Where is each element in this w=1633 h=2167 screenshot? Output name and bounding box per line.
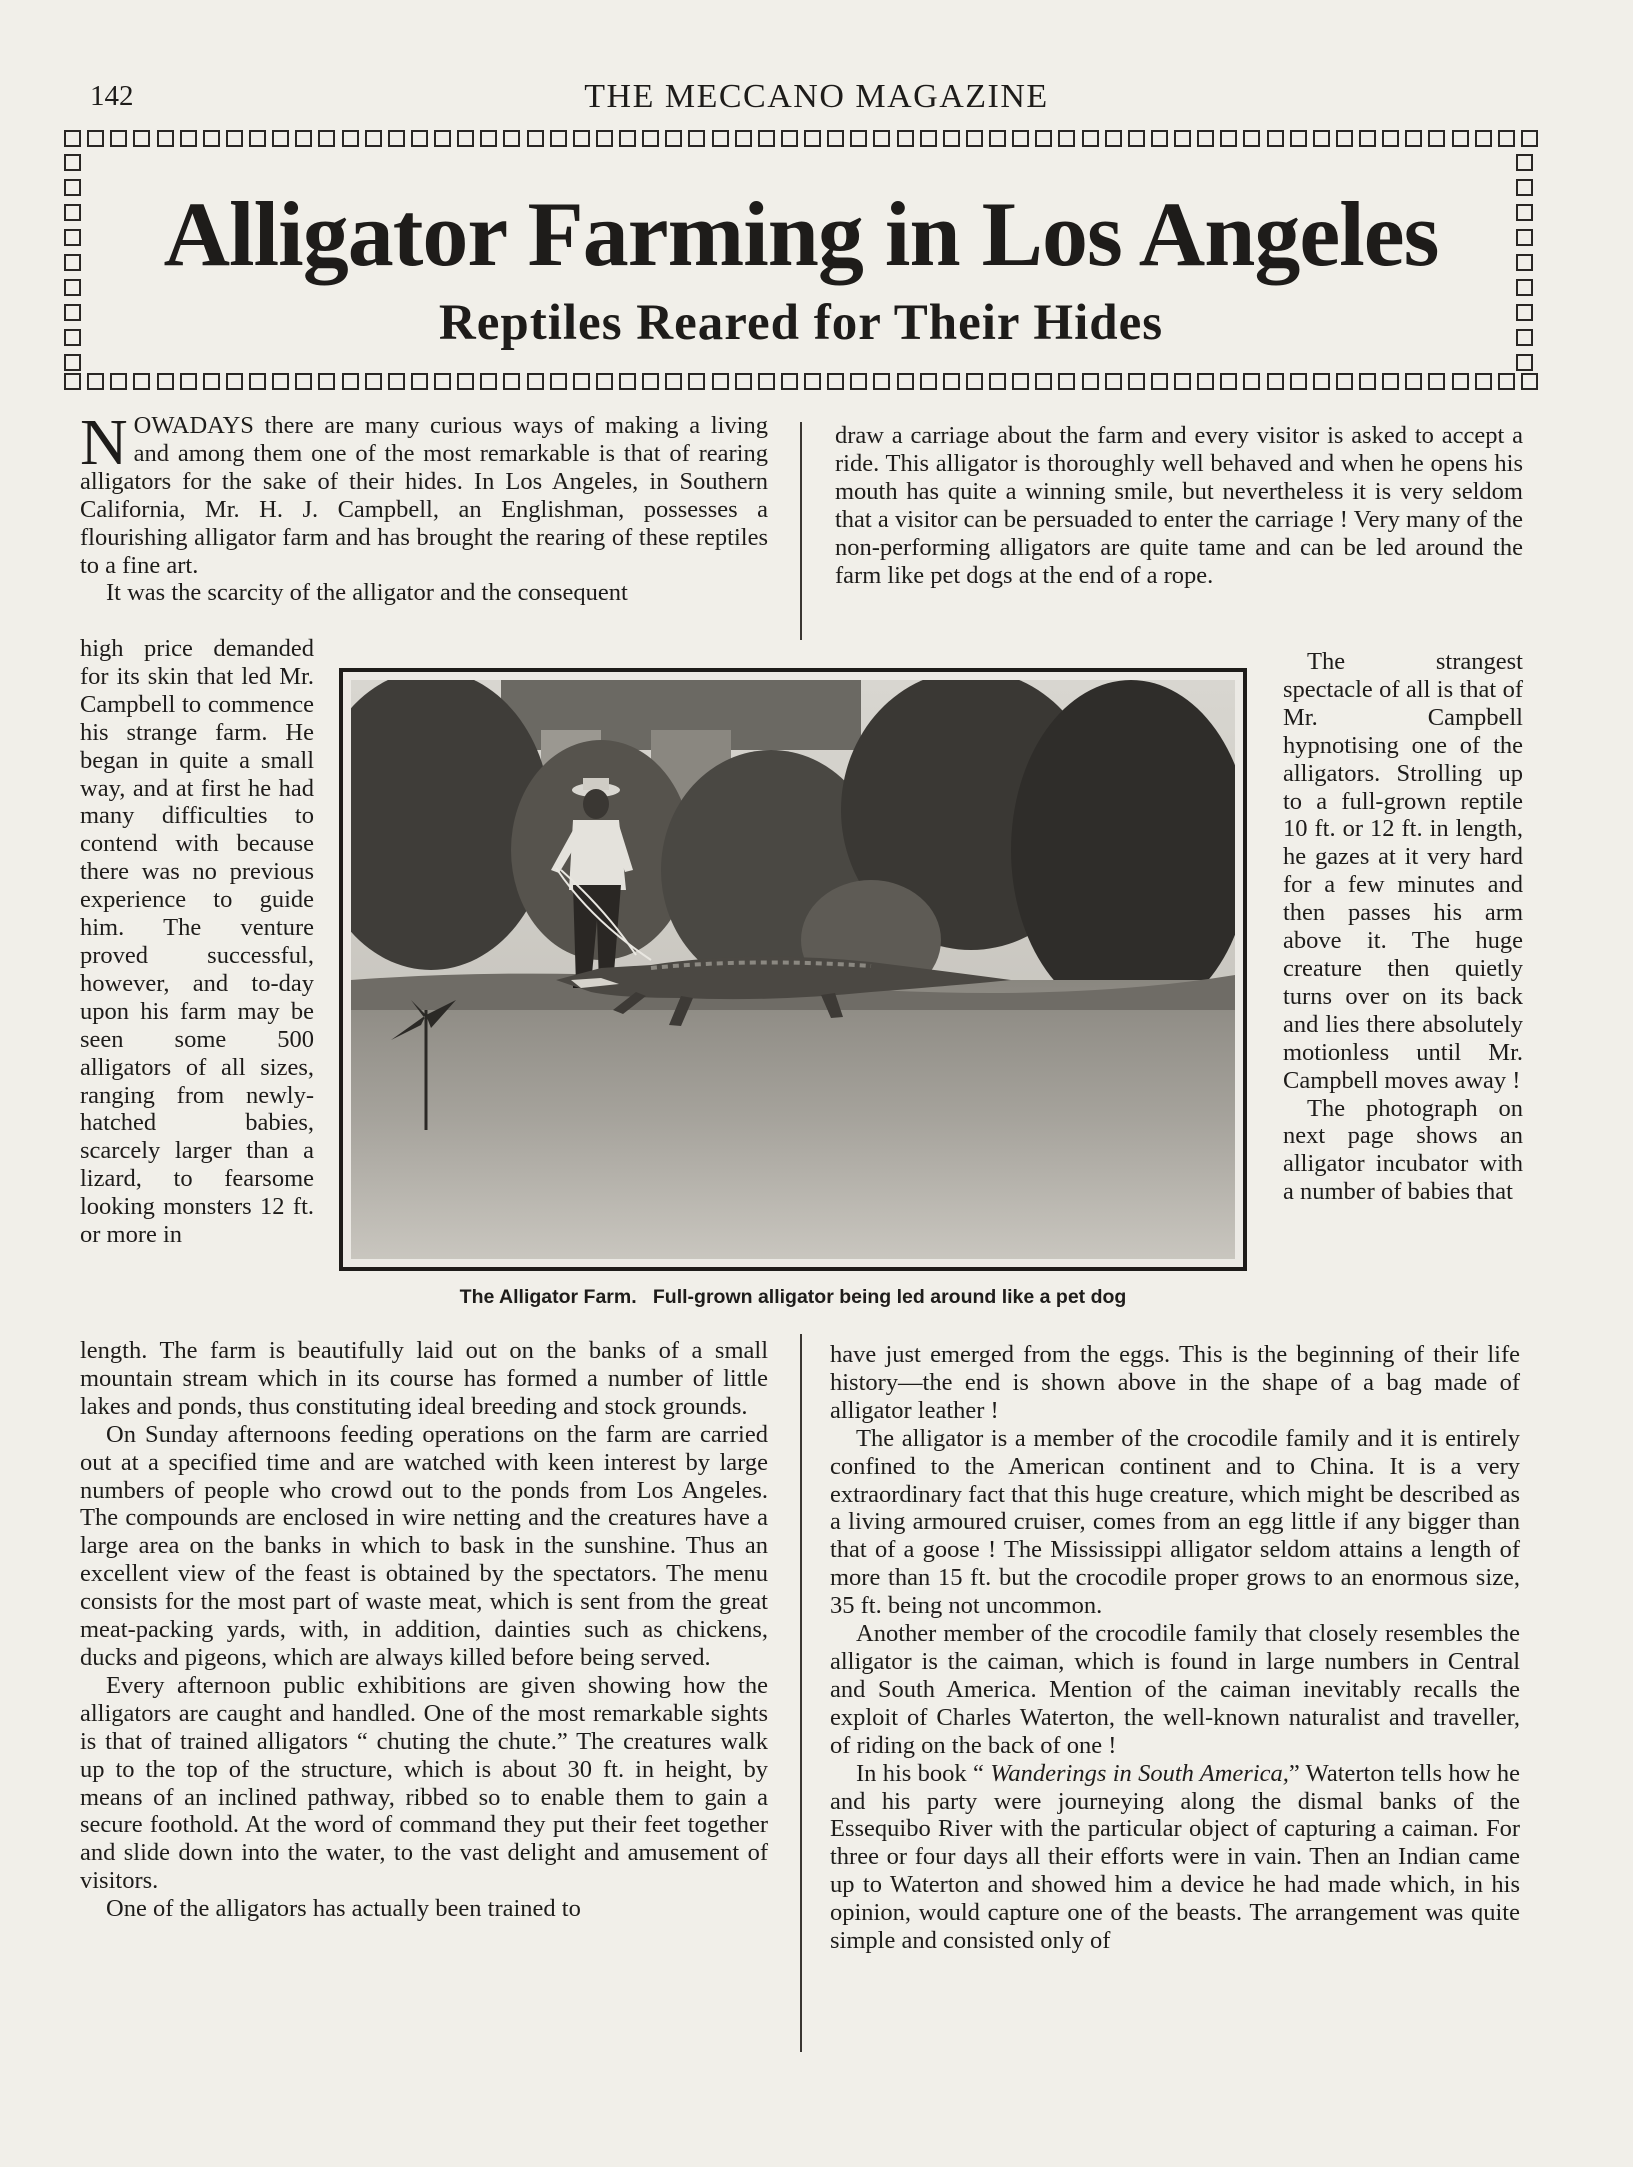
border-square (1428, 373, 1445, 390)
border-square (619, 373, 636, 390)
border-square (1521, 373, 1538, 390)
border-square (665, 373, 682, 390)
border-square (1516, 279, 1533, 296)
paragraph: The strangest spectacle of all is that of Mr. Campbell hypnotising one of the alligators. Strolling up to a full-grown reptile 10 ft. or 12 ft. in length, he gazes at it very hard for a few minutes and then passes his arm above it. The huge creature then quietly turns over on its back and lies there absolutely motionless until Mr. Campbell moves away ! (1283, 648, 1523, 1094)
border-square (1359, 373, 1376, 390)
border-square (1336, 130, 1353, 147)
alligator-farm-photo (339, 668, 1247, 1271)
border-square (1498, 130, 1515, 147)
border-square (1267, 130, 1284, 147)
photo-caption: The Alligator Farm. Full-grown alligator being led around like a pet dog (459, 1286, 1127, 1308)
photo-illustration (351, 680, 1235, 1259)
border-square (897, 373, 914, 390)
column-rule-bottom (800, 1334, 802, 2052)
paragraph: It was the scarcity of the alligator and the consequent (106, 579, 628, 607)
border-square (1220, 130, 1237, 147)
paragraph: draw a carriage about the farm and every visitor is asked to accept a ride. This alligator is thoroughly well behaved and when he opens his mouth has quite a winning smile, but nevertheless it is very seldom that a visitor can be persuaded to enter the carriage ! Very many of the non-performing alligators are quite tame and can be led around the farm like pet dogs at the end of a rope. (835, 422, 1523, 589)
paragraph: length. The farm is beautifully laid out on the banks of a small mountain stream which in its course has formed a number of little lakes and ponds, thus constituting ideal breeding and stock grounds. (80, 1337, 768, 1420)
border-square (1336, 373, 1353, 390)
border-square (503, 373, 520, 390)
page-number: 142 (90, 80, 134, 112)
border-square (1313, 373, 1330, 390)
border-square (388, 373, 405, 390)
border-square (550, 130, 567, 147)
border-square (873, 130, 890, 147)
border-square (850, 373, 867, 390)
border-square (1197, 373, 1214, 390)
border-square (87, 130, 104, 147)
border-square (1058, 130, 1075, 147)
border-square (180, 130, 197, 147)
border-square (133, 130, 150, 147)
border-square (1082, 373, 1099, 390)
border-square (1452, 130, 1469, 147)
border-square (1035, 130, 1052, 147)
border-square (596, 130, 613, 147)
border-square (873, 373, 890, 390)
border-square (342, 130, 359, 147)
border-square (1405, 130, 1422, 147)
border-square (411, 373, 428, 390)
running-title: THE MECCANO MAGAZINE (584, 78, 1049, 115)
col2-narrow-text (1283, 648, 1523, 1206)
border-square (1290, 373, 1307, 390)
border-square (1128, 373, 1145, 390)
border-square (480, 130, 497, 147)
border-square (64, 373, 81, 390)
border-square (966, 130, 983, 147)
border-square (1243, 373, 1260, 390)
col2-top-text (835, 422, 1523, 589)
border-square (1452, 373, 1469, 390)
border-square (1359, 130, 1376, 147)
article-title: Alligator Farming in Los Angeles (163, 183, 1439, 285)
border-square (157, 373, 174, 390)
border-square (804, 130, 821, 147)
border-square (1082, 130, 1099, 147)
border-square (966, 373, 983, 390)
border-square (272, 130, 289, 147)
border-square (1058, 373, 1075, 390)
paragraph: Every afternoon public exhibitions are given showing how the alligators are caught and handled. One of the most remarkable sights is that of trained alligators “ chuting the chute.” The creatures walk up to the top of the structure, which is about 30 ft. in height, by means of an inclined pathway, ribbed so to enable them to gain a secure foothold. At the word of command they put their feet together and slide down into the water, to the vast delight and amusement of visitors. (80, 1671, 768, 1895)
border-square (64, 279, 81, 296)
border-square (781, 130, 798, 147)
border-square (1405, 373, 1422, 390)
border-square (758, 130, 775, 147)
border-square (318, 130, 335, 147)
border-square (226, 373, 243, 390)
border-square (480, 373, 497, 390)
border-square (503, 130, 520, 147)
border-square (87, 373, 104, 390)
border-square (1475, 373, 1492, 390)
border-square (1243, 130, 1260, 147)
border-square (920, 373, 937, 390)
border-square (434, 373, 451, 390)
border-square (665, 130, 682, 147)
border-square (804, 373, 821, 390)
title-border-bottom (64, 373, 1538, 395)
border-square (1105, 130, 1122, 147)
border-square (295, 130, 312, 147)
border-square (1290, 130, 1307, 147)
border-square (64, 354, 81, 371)
border-square (850, 130, 867, 147)
paragraph: In his book “ Wanderings in South America,” Waterton tells how he and his party were journeying along the dismal banks of the Essequibo River with the particular object of capturing a caiman. For three or four days all their efforts were in vain. Then an Indian came up to Waterton and showed him a device he had made which, in his opinion, would capture one of the beasts. The arrangement was quite simple and consisted only of (830, 1759, 1520, 1955)
border-square (527, 373, 544, 390)
border-square (1516, 354, 1533, 371)
border-square (712, 373, 729, 390)
border-square (1267, 373, 1284, 390)
border-square (1382, 130, 1399, 147)
border-square (1475, 130, 1492, 147)
border-square (64, 130, 81, 147)
border-square (1151, 130, 1168, 147)
col1-top-text (80, 406, 768, 607)
border-square (735, 130, 752, 147)
border-square (827, 373, 844, 390)
border-square (318, 373, 335, 390)
border-square (249, 373, 266, 390)
paragraph: The photograph on next page shows an alligator incubator with a number of babies that (1283, 1094, 1523, 1206)
border-square (272, 373, 289, 390)
border-square (1197, 130, 1214, 147)
paragraph: have just emerged from the eggs. This is the beginning of their life history—the end is shown above in the shape of a bag made of alligator leather ! (830, 1341, 1520, 1424)
border-square (1151, 373, 1168, 390)
title-border-top (64, 130, 1538, 152)
border-square (989, 373, 1006, 390)
border-square (1498, 373, 1515, 390)
border-square (943, 130, 960, 147)
border-square (110, 373, 127, 390)
border-square (411, 130, 428, 147)
article-subtitle: Reptiles Reared for Their Hides (438, 295, 1164, 351)
border-square (573, 373, 590, 390)
border-square (527, 130, 544, 147)
paragraph: The alligator is a member of the crocodile family and it is entirely confined to the American continent and to China. It is a very extraordinary fact that this huge creature, which might be described as a living armoured cruiser, comes from an egg little if any bigger than that of a goose ! The Mississippi alligator seldom attains a length of more than 15 ft. but the crocodile proper grows to an enormous size, 35 ft. being not uncommon. (830, 1424, 1520, 1620)
border-square (1521, 130, 1538, 147)
border-square (64, 154, 81, 171)
border-square (758, 373, 775, 390)
col2-bottom-text (830, 1341, 1520, 1955)
border-square (1428, 130, 1445, 147)
border-square (827, 130, 844, 147)
paragraph: high price demanded for its skin that led Mr. Campbell to commence his strange farm. He began in quite a small way, and at first he had many difficulties to contend with because there was no previous experience to guide him. The venture proved successful, however, and to-day upon his farm may be seen some 500 alligators of all sizes, ranging from newly-hatched babies, scarcely larger than a lizard, to fearsome looking monsters 12 ft. or more in (80, 635, 314, 1249)
border-square (203, 130, 220, 147)
border-square (249, 130, 266, 147)
border-square (1012, 130, 1029, 147)
border-square (180, 373, 197, 390)
border-square (1128, 130, 1145, 147)
border-square (110, 130, 127, 147)
border-square (943, 373, 960, 390)
border-square (457, 373, 474, 390)
title-box (64, 130, 1538, 395)
drop-cap: N (80, 406, 128, 479)
paragraph: Another member of the crocodile family that closely resembles the alligator is the caiman, which is found in large numbers in Central and South America. Mention of the caiman inevitably recalls the exploit of Charles Waterton, the well-known naturalist and traveller, of riding on the back of one ! (830, 1620, 1520, 1759)
border-square (642, 373, 659, 390)
border-square (688, 373, 705, 390)
border-square (1012, 373, 1029, 390)
paragraph: One of the alligators has actually been trained to (106, 1895, 581, 1923)
border-square (897, 130, 914, 147)
border-square (989, 130, 1006, 147)
border-square (1382, 373, 1399, 390)
border-square (157, 130, 174, 147)
border-square (365, 130, 382, 147)
paragraph: NOWADAYS there are many curious ways of making a living and among them one of the most remarkable is that of rearing alligators for the sake of their hides. In Los Angeles, in Southern California, Mr. H. J. Campbell, an Englishman, possesses a flourishing alligator farm and has brought the rearing of these reptiles to a fine art. (80, 406, 768, 579)
border-square (735, 373, 752, 390)
border-square (781, 373, 798, 390)
border-square (365, 373, 382, 390)
border-square (642, 130, 659, 147)
border-square (688, 130, 705, 147)
border-square (712, 130, 729, 147)
border-square (342, 373, 359, 390)
border-square (573, 130, 590, 147)
border-square (1105, 373, 1122, 390)
border-square (226, 130, 243, 147)
border-square (1220, 373, 1237, 390)
col1-narrow-text (80, 635, 314, 1249)
col1-bottom-text (80, 1337, 768, 1923)
border-square (295, 373, 312, 390)
border-square (457, 130, 474, 147)
column-rule-top (800, 422, 802, 640)
border-square (1035, 373, 1052, 390)
border-square (1313, 130, 1330, 147)
border-square (1174, 373, 1191, 390)
paragraph: On Sunday afternoons feeding operations on the farm are carried out at a specified time and are watched with keen interest by large numbers of people who crowd out to the ponds from Los Angeles. The compounds are enclosed in wire netting and the creatures have a large area on the banks in which to bask in the sunshine. Thus an excellent view of the feast is obtained by the spectators. The menu consists for the most part of waste meat, which is sent from the great meat-packing yards, with, in addition, dainties such as chickens, ducks and pigeons, which are always killed before being served. (80, 1420, 768, 1671)
border-square (1516, 154, 1533, 171)
border-square (596, 373, 613, 390)
border-square (1174, 130, 1191, 147)
border-square (133, 373, 150, 390)
border-square (434, 130, 451, 147)
border-square (388, 130, 405, 147)
border-square (550, 373, 567, 390)
border-square (203, 373, 220, 390)
border-square (920, 130, 937, 147)
border-square (619, 130, 636, 147)
